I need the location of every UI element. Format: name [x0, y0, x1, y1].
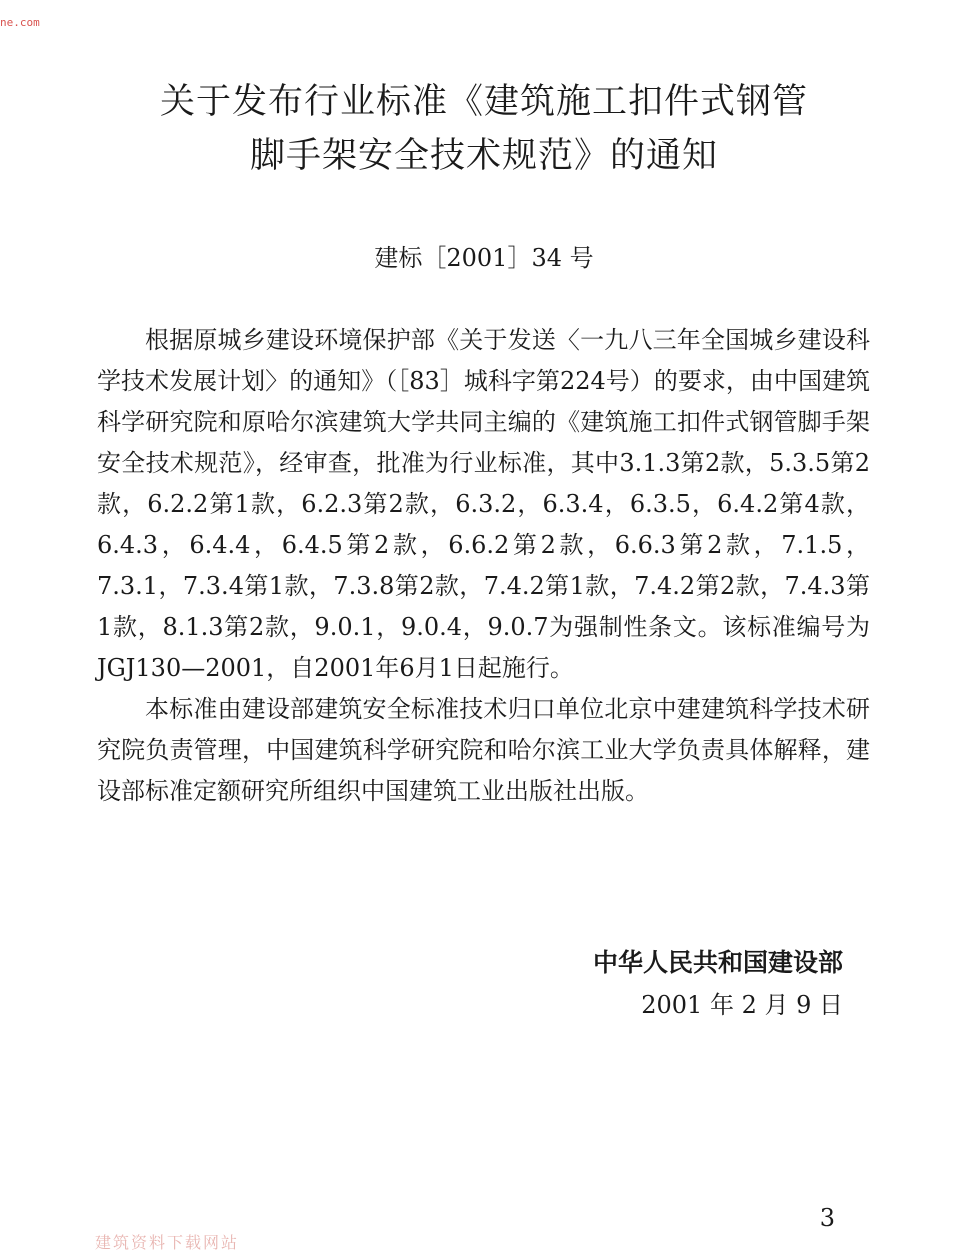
- issuing-authority: 中华人民共和国建设部: [592, 948, 843, 977]
- watermark-bottom-text: 建筑资料下载网站: [95, 1233, 240, 1252]
- page-number: 3: [819, 1204, 835, 1232]
- body-paragraph-2: 本标准由建设部建筑安全标准技术归口单位北京中建建筑科学技术研究院负责管理，中国建筑科学研究院和哈尔滨工业大学负责具体解释，建设部标准定额研究所组织中国建筑工业出版社出版。: [97, 695, 870, 805]
- document-title-line-2: 脚手架安全技术规范》的通知: [249, 136, 718, 176]
- issue-date: 2001 年 2 月 9 日: [641, 991, 843, 1019]
- document-body: [97, 320, 870, 812]
- body-paragraph-1: 根据原城乡建设环境保护部《关于发送〈一九八三年全国城乡建设科学技术发展计划〉的通知》（［83］城科字第224号）的要求，由中国建筑科学研究院和原哈尔滨建筑大学共同主编的《建筑施工扣件式钢管脚手架安全技术规范》，经审查，批准为行业标准，其中3.1.3第2款，5.3.5第2款，6.2.2第1款，6.2.3第2款，6.3.2，6.3.4，6.3.5，6.4.2第4款，6.4.3，6.4.4，6.4.5第2款，6.6.2第2款，6.6.3第2款，7.1.5，7.3.1，7.3.4第1款，7.3.8第2款，7.4.2第1款，7.4.2第2款，7.4.3第1款，8.1.3第2款，9.0.1，9.0.4，9.0.7为强制性条文。该标准编号为JGJ130—2001，自2001年6月1日起施行。: [97, 326, 870, 682]
- watermark-top-text: ne.com: [0, 16, 40, 29]
- document-title-line-1: 关于发布行业标准《建筑施工扣件式钢管: [159, 82, 808, 122]
- document-number: 建标［2001］34 号: [374, 244, 594, 272]
